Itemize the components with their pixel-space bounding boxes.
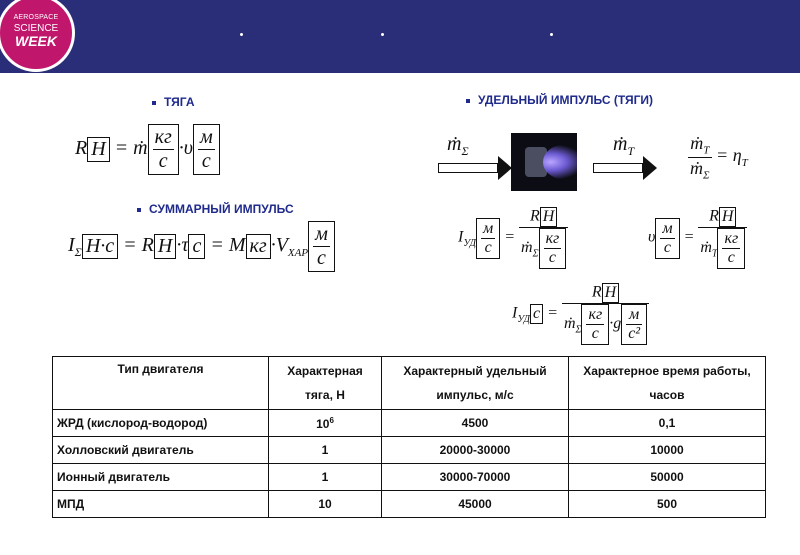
header-bar	[0, 0, 800, 73]
table-cell-time: 0,1	[569, 410, 766, 437]
table-cell-thrust: $10^6$	[269, 410, 382, 437]
formula-specific-impulse: $I_{УД}$ $\frac{м}{с}$ = R H ṁ$_\Sigma$ $\frac{кг}{с}$	[458, 207, 568, 269]
formula-efficiency: $\frac{ṁ_Т}{ṁ_\Sigma}$ = $\eta_Т$	[690, 133, 748, 182]
formula-specific-impulse-seconds: $I_{УД}$ с = R H ṁ$_\Sigma$ $\frac{кг}{с}$ ·g $\frac{м}{\text{с²}}$	[512, 283, 649, 345]
logo-line-3: WEEK	[15, 33, 57, 49]
logo-line-1: AEROSPACE	[13, 14, 59, 21]
heading-specific-impulse: УДЕЛЬНЫЙ ИМПУЛЬС (ТЯГИ)	[466, 93, 653, 107]
arrow-right-icon	[438, 163, 498, 173]
arrow-right-icon	[593, 163, 643, 173]
heading-total-impulse: СУММАРНЫЙ ИМПУЛЬС	[137, 202, 294, 216]
table-cell-impulse: 30000-70000	[382, 464, 569, 491]
table-row	[53, 491, 766, 518]
table-header: Характерный удельный импульс, м/с	[382, 357, 569, 410]
heading-thrust: ТЯГА	[152, 95, 195, 109]
formula-total-impulse: $I_\Sigma$ H·с = R H ·τ с = M кг $\cdot V_{ХАР}$ $\frac{м}{с}$	[68, 221, 335, 272]
header-dot	[550, 33, 553, 36]
table-header: Характерное время работы, часов	[569, 357, 766, 410]
bullet-square-icon	[152, 101, 156, 105]
table-cell-impulse: 20000-30000	[382, 437, 569, 464]
formula-exhaust-velocity: υ $\frac{м}{с}$ = R H ṁ$_Т$ $\frac{кг}{с}$	[648, 207, 747, 269]
engine-comparison-table	[52, 356, 766, 518]
table-cell-thrust: 1	[269, 464, 382, 491]
table-row	[53, 410, 766, 437]
table-cell-time: 50000	[569, 464, 766, 491]
table-cell-time: 500	[569, 491, 766, 518]
table-cell-type: Холловский двигатель	[53, 437, 269, 464]
table-header-row	[53, 357, 766, 410]
header-dot	[381, 33, 384, 36]
table-header: Характерная тяга, Н	[269, 357, 382, 410]
table-cell-type: ЖРД (кислород-водород)	[53, 410, 269, 437]
table-cell-impulse: 45000	[382, 491, 569, 518]
table-cell-time: 10000	[569, 437, 766, 464]
table-header: Тип двигателя	[53, 357, 269, 410]
table-cell-thrust: 10	[269, 491, 382, 518]
table-cell-type: Ионный двигатель	[53, 464, 269, 491]
table-cell-impulse: 4500	[382, 410, 569, 437]
bullet-square-icon	[137, 208, 141, 212]
table-row	[53, 437, 766, 464]
formula-thrust: R H = ṁ $\frac{кг}{с}$ ·υ $\frac{м}{с}$	[75, 124, 220, 175]
logo-line-2: SCIENCE	[13, 23, 59, 34]
label-mass-flow-propellant: ṁ$_Т$	[613, 133, 635, 158]
table-row	[53, 464, 766, 491]
header-dot	[240, 33, 243, 36]
plasma-plume	[543, 145, 577, 179]
thruster-photo	[511, 133, 577, 191]
table-cell-thrust: 1	[269, 437, 382, 464]
bullet-square-icon	[466, 99, 470, 103]
aerospace-science-week-logo	[0, 0, 75, 72]
label-mass-flow-total: ṁ$_\Sigma$	[447, 133, 469, 158]
table-cell-type: МПД	[53, 491, 269, 518]
